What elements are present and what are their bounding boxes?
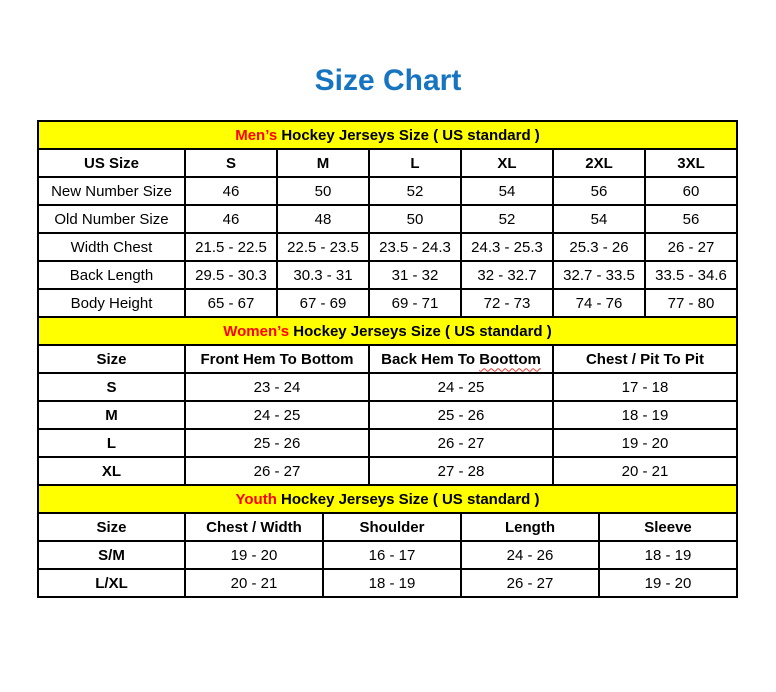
table-cell: 25 - 26 xyxy=(369,401,553,429)
table-cell: 46 xyxy=(185,177,277,205)
table-cell: 25.3 - 26 xyxy=(553,233,645,261)
table-cell: 24 - 26 xyxy=(461,541,599,569)
table-cell: 23 - 24 xyxy=(185,373,369,401)
table-cell: 29.5 - 30.3 xyxy=(185,261,277,289)
table-cell: 26 - 27 xyxy=(185,457,369,485)
youth-size-table xyxy=(37,484,738,598)
table-cell: 19 - 20 xyxy=(553,429,737,457)
table-cell: 54 xyxy=(553,205,645,233)
table-cell: 52 xyxy=(461,205,553,233)
back-hem-prefix: Back Hem To xyxy=(381,350,480,368)
table-cell: 60 xyxy=(645,177,737,205)
table-cell: 24 - 25 xyxy=(369,373,553,401)
table-cell: 18 - 19 xyxy=(599,541,737,569)
table-row xyxy=(38,205,737,233)
mens-band-rest: Hockey Jerseys Size ( US standard ) xyxy=(277,126,540,144)
row-label: Width Chest xyxy=(38,233,185,261)
table-cell: 16 - 17 xyxy=(323,541,461,569)
table-cell: 18 - 19 xyxy=(553,401,737,429)
column-header: Shoulder xyxy=(323,513,461,541)
youth-highlight: Youth xyxy=(235,490,277,508)
mens-column-header-row xyxy=(38,149,737,177)
table-cell: 24.3 - 25.3 xyxy=(461,233,553,261)
table-cell: 20 - 21 xyxy=(185,569,323,597)
table-row xyxy=(38,569,737,597)
column-header-misspelled xyxy=(369,345,553,373)
table-cell: 50 xyxy=(277,177,369,205)
table-row xyxy=(38,457,737,485)
table-row xyxy=(38,429,737,457)
column-header: L xyxy=(369,149,461,177)
table-cell: 52 xyxy=(369,177,461,205)
table-row xyxy=(38,373,737,401)
table-cell: 21.5 - 22.5 xyxy=(185,233,277,261)
misspelled-word: Boottom xyxy=(479,350,541,368)
table-row xyxy=(38,541,737,569)
column-header: Size xyxy=(38,513,185,541)
row-label: L/XL xyxy=(38,569,185,597)
table-row xyxy=(38,233,737,261)
womens-band-row xyxy=(38,317,737,345)
row-label: M xyxy=(38,401,185,429)
column-header: 2XL xyxy=(553,149,645,177)
womens-section-header xyxy=(38,317,737,345)
row-label: S/M xyxy=(38,541,185,569)
table-cell: 54 xyxy=(461,177,553,205)
row-label: Old Number Size xyxy=(38,205,185,233)
womens-band-rest: Hockey Jerseys Size ( US standard ) xyxy=(289,322,552,340)
youth-section-header xyxy=(38,485,737,513)
table-cell: 48 xyxy=(277,205,369,233)
table-row xyxy=(38,261,737,289)
table-cell: 50 xyxy=(369,205,461,233)
table-cell: 26 - 27 xyxy=(645,233,737,261)
table-cell: 77 - 80 xyxy=(645,289,737,317)
table-row xyxy=(38,401,737,429)
column-header: S xyxy=(185,149,277,177)
table-cell: 19 - 20 xyxy=(599,569,737,597)
column-header: Size xyxy=(38,345,185,373)
table-cell: 31 - 32 xyxy=(369,261,461,289)
row-label: Body Height xyxy=(38,289,185,317)
column-header: Chest / Pit To Pit xyxy=(553,345,737,373)
table-cell: 25 - 26 xyxy=(185,429,369,457)
table-cell: 32 - 32.7 xyxy=(461,261,553,289)
table-cell: 72 - 73 xyxy=(461,289,553,317)
column-header: US Size xyxy=(38,149,185,177)
womens-highlight: Women’s xyxy=(223,322,290,340)
table-cell: 27 - 28 xyxy=(369,457,553,485)
table-cell: 56 xyxy=(553,177,645,205)
mens-size-table xyxy=(37,120,738,318)
table-cell: 23.5 - 24.3 xyxy=(369,233,461,261)
table-cell: 32.7 - 33.5 xyxy=(553,261,645,289)
column-header: Chest / Width xyxy=(185,513,323,541)
page-title: Size Chart xyxy=(314,64,462,97)
table-cell: 24 - 25 xyxy=(185,401,369,429)
womens-column-header-row xyxy=(38,345,737,373)
column-header: 3XL xyxy=(645,149,737,177)
row-label: New Number Size xyxy=(38,177,185,205)
table-cell: 26 - 27 xyxy=(461,569,599,597)
column-header: Length xyxy=(461,513,599,541)
table-cell: 74 - 76 xyxy=(553,289,645,317)
youth-band-rest: Hockey Jerseys Size ( US standard ) xyxy=(276,490,540,508)
table-row xyxy=(38,177,737,205)
youth-column-header-row xyxy=(38,513,737,541)
column-header: M xyxy=(277,149,369,177)
womens-size-table xyxy=(37,316,738,486)
table-cell: 26 - 27 xyxy=(369,429,553,457)
mens-band-row xyxy=(38,121,737,149)
mens-section-header xyxy=(38,121,737,149)
row-label: XL xyxy=(38,457,185,485)
table-cell: 30.3 - 31 xyxy=(277,261,369,289)
table-cell: 17 - 18 xyxy=(553,373,737,401)
row-label: S xyxy=(38,373,185,401)
table-cell: 33.5 - 34.6 xyxy=(645,261,737,289)
column-header: XL xyxy=(461,149,553,177)
size-chart xyxy=(37,120,738,598)
table-cell: 67 - 69 xyxy=(277,289,369,317)
mens-highlight: Men’s xyxy=(235,126,278,144)
table-cell: 46 xyxy=(185,205,277,233)
column-header: Front Hem To Bottom xyxy=(185,345,369,373)
table-cell: 18 - 19 xyxy=(323,569,461,597)
row-label: Back Length xyxy=(38,261,185,289)
table-cell: 19 - 20 xyxy=(185,541,323,569)
table-row xyxy=(38,289,737,317)
youth-band-row xyxy=(38,485,737,513)
table-cell: 65 - 67 xyxy=(185,289,277,317)
table-cell: 22.5 - 23.5 xyxy=(277,233,369,261)
row-label: L xyxy=(38,429,185,457)
table-cell: 20 - 21 xyxy=(553,457,737,485)
column-header: Sleeve xyxy=(599,513,737,541)
table-cell: 69 - 71 xyxy=(369,289,461,317)
table-cell: 56 xyxy=(645,205,737,233)
